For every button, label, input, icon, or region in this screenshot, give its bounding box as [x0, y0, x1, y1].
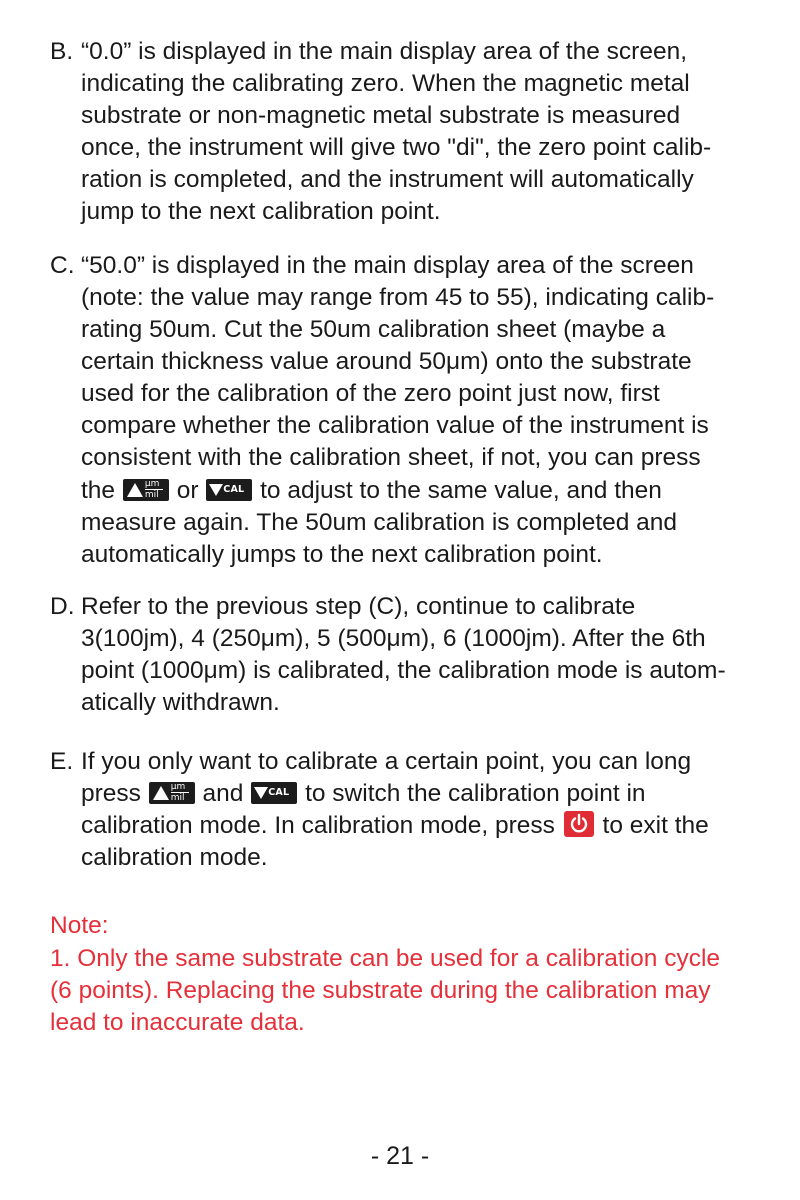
section-e-line-2: [81, 778, 646, 810]
section-d-line-1: Refer to the previous step (C), continue to calibrate: [81, 593, 636, 620]
section-c-line-7: consistent with the calibration sheet, if not, you can press: [81, 444, 701, 471]
e-line2-after: to switch the calibration point in: [305, 780, 646, 807]
section-e-marker: E.: [50, 748, 74, 775]
section-c-line-3: rating 50um. Cut the 50um calibration sheet (maybe a: [81, 316, 666, 343]
up-um-mil-key-icon: μm mil: [123, 479, 169, 501]
e-line2-before: press: [81, 780, 141, 807]
section-b-line-4: once, the instrument will give two "di", the zero point calib-: [81, 134, 712, 161]
section-c-line-5: used for the calibration of the zero point just now, first: [81, 380, 660, 407]
up-um-mil-key-icon: μm mil: [149, 782, 195, 804]
section-b-line-1: “0.0” is displayed in the main display area of the screen,: [81, 38, 688, 65]
power-icon: [564, 811, 594, 837]
section-c-marker: C.: [50, 252, 75, 279]
down-cal-key-icon: CAL: [206, 479, 252, 501]
section-b-marker: B.: [50, 38, 74, 65]
note-line-1: 1. Only the same substrate can be used for a calibration cycle: [50, 945, 721, 972]
e-line3-after: to exit the: [602, 812, 709, 839]
press-line-before: the: [81, 477, 116, 504]
section-b-line-6: jump to the next calibration point.: [81, 198, 441, 225]
note-line-2: (6 points). Replacing the substrate during the calibration may: [50, 977, 711, 1004]
section-c-line-1: “50.0” is displayed in the main display area of the screen: [81, 252, 694, 279]
e-line2-middle: and: [202, 780, 244, 807]
section-d-line-3: point (1000μm) is calibrated, the calibration mode is autom-: [81, 657, 726, 684]
note-line-3: lead to inaccurate data.: [50, 1009, 305, 1036]
down-cal-key-icon: CAL: [251, 782, 297, 804]
section-b-line-5: ration is completed, and the instrument will automatically: [81, 166, 694, 193]
section-c-line-6: compare whether the calibration value of the instrument is: [81, 412, 709, 439]
section-e-line-3: [81, 810, 709, 842]
e-line3-before: calibration mode. In calibration mode, press: [81, 812, 555, 839]
section-c-line-4: certain thickness value around 50μm) onto the substrate: [81, 348, 692, 375]
section-c-press-line: [81, 475, 662, 507]
section-e-line-4: calibration mode.: [81, 844, 268, 871]
press-line-after: to adjust to the same value, and then: [260, 477, 662, 504]
note-title: Note:: [50, 912, 109, 939]
section-c-line-8: measure again. The 50um calibration is completed and: [81, 509, 678, 536]
section-d-line-4: atically withdrawn.: [81, 689, 280, 716]
press-line-middle: or: [176, 477, 199, 504]
section-c-line-2: (note: the value may range from 45 to 55), indicating calib-: [81, 284, 715, 311]
page-number: - 21 -: [370, 1142, 430, 1170]
section-d-marker: D.: [50, 593, 75, 620]
section-b-line-3: substrate or non-magnetic metal substrate is measured: [81, 102, 681, 129]
section-b-line-2: indicating the calibrating zero. When the magnetic metal: [81, 70, 690, 97]
section-d-line-2: 3(100jm), 4 (250μm), 5 (500μm), 6 (1000jm). After the 6th: [81, 625, 706, 652]
section-c-line-9: automatically jumps to the next calibration point.: [81, 541, 603, 568]
section-e-line-1: If you only want to calibrate a certain point, you can long: [81, 748, 692, 775]
